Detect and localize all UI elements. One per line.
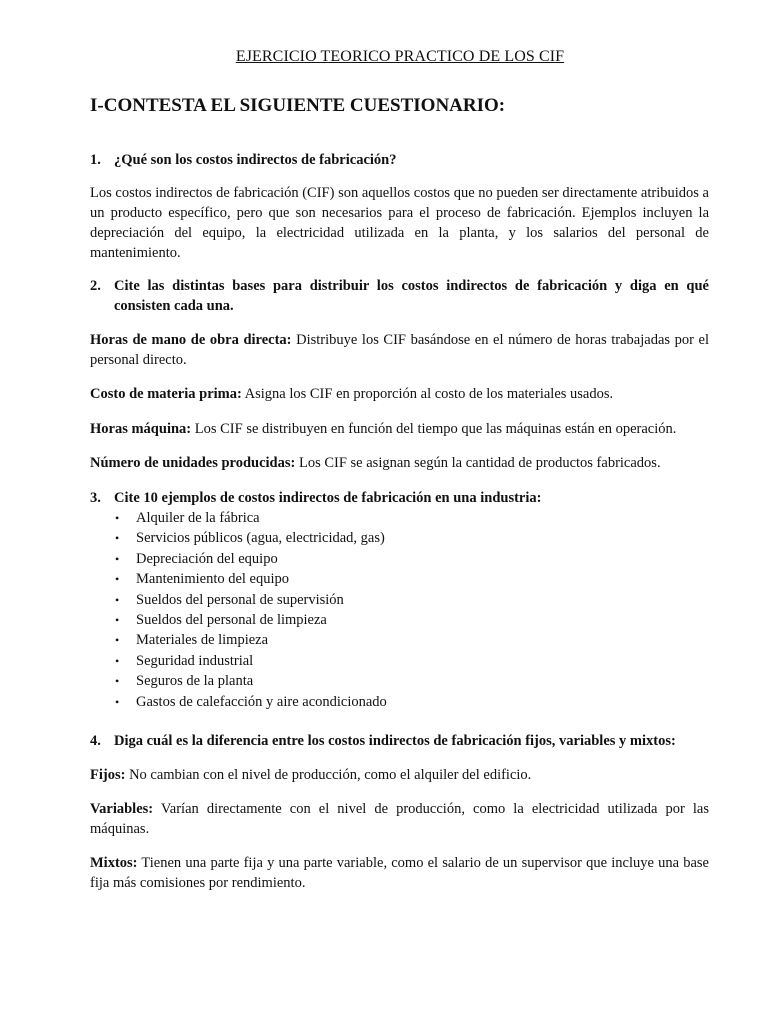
question-4 [90, 731, 709, 751]
list-item-text: Servicios públicos (agua, electricidad, gas) [136, 530, 385, 547]
list-item [114, 528, 674, 548]
base-paragraph [90, 330, 709, 370]
base-term: Horas de mano de obra directa: [90, 332, 292, 348]
list-item [114, 569, 674, 589]
answer-1-paragraph: Los costos indirectos de fabricación (CIF) son aquellos costos que no pueden ser directamente atribuidos a un producto específico, pero que son necesarios para el proceso de fabricación. Ejemplos incluyen la depreciación del equipo, la electricidad utilizada en la planta, y los salarios del personal de mantenimiento. [90, 185, 709, 261]
document-title: EJERCICIO TEORICO PRACTICO DE LOS CIF [235, 48, 565, 65]
bullet-icon: • [115, 531, 120, 546]
section-heading: I-CONTESTA EL SIGUIENTE CUESTIONARIO: [90, 95, 506, 116]
bullet-icon: • [115, 592, 120, 607]
type-term: Fijos: [90, 767, 126, 783]
bullet-icon: • [115, 572, 120, 587]
list-item [114, 508, 674, 528]
type-paragraph [90, 799, 709, 839]
type-description: Varían directamente con el nivel de producción, como la electricidad utilizada por las máquinas. [90, 801, 709, 837]
question-number: 2. [90, 278, 101, 294]
base-paragraph [90, 419, 709, 439]
bullet-icon: • [115, 633, 120, 648]
list-item [114, 590, 674, 610]
list-item-text: Seguros de la planta [136, 673, 254, 690]
type-paragraph [90, 853, 709, 893]
list-item [114, 651, 674, 671]
bullet-icon: • [115, 653, 120, 668]
base-term: Número de unidades producidas: [90, 455, 296, 471]
base-description: Los CIF se asignan según la cantidad de productos fabricados. [295, 455, 661, 471]
type-term: Variables: [90, 801, 154, 817]
list-item [114, 692, 674, 712]
base-description: Asigna los CIF en proporción al costo de los materiales usados. [241, 386, 614, 402]
list-item-text: Mantenimiento del equipo [136, 571, 290, 588]
list-item [114, 630, 674, 650]
list-item-text: Alquiler de la fábrica [136, 510, 260, 526]
question-text: ¿Qué son los costos indirectos de fabricación? [114, 152, 397, 168]
list-item-text: Materiales de limpieza [136, 632, 269, 649]
question-1 [90, 150, 709, 170]
question-2 [90, 276, 709, 316]
type-description: Tienen una parte fija y una parte variable, como el salario de un supervisor que incluye una base fija más comisiones por rendimiento. [90, 855, 709, 891]
list-item-text: Sueldos del personal de supervisión [136, 591, 344, 608]
list-item-text: Gastos de calefacción y aire acondicionado [136, 693, 387, 710]
question-number: 3. [90, 490, 101, 506]
bullet-icon: • [115, 613, 120, 628]
list-item-text: Depreciación del equipo [136, 550, 278, 567]
base-paragraph [90, 384, 709, 404]
type-term: Mixtos: [90, 855, 138, 871]
type-description: No cambian con el nivel de producción, como el alquiler del edificio. [125, 767, 532, 783]
bullet-icon: • [115, 694, 120, 709]
list-item-text: Sueldos del personal de limpieza [136, 612, 327, 629]
base-term: Horas máquina: [90, 421, 192, 437]
base-description: Los CIF se distribuyen en función del tiempo que las máquinas están en operación. [191, 421, 677, 437]
question-text: Cite las distintas bases para distribuir los costos indirectos de fabricación y diga en qué consisten cada una. [114, 278, 709, 314]
base-paragraph [90, 453, 709, 473]
list-item-text: Seguridad industrial [136, 652, 254, 669]
bullet-icon: • [115, 674, 120, 689]
question-text: Cite 10 ejemplos de costos indirectos de fabricación en una industria: [114, 490, 542, 506]
list-item [114, 549, 674, 569]
bullet-icon: • [115, 551, 120, 566]
question-3 [90, 488, 709, 508]
examples-list [114, 508, 674, 712]
type-paragraph [90, 765, 709, 785]
question-number: 4. [90, 733, 101, 749]
list-item [114, 671, 674, 691]
question-number: 1. [90, 152, 101, 168]
list-item [114, 610, 674, 630]
bullet-icon: • [115, 511, 120, 525]
base-description: Distribuye los CIF basándose en el número de horas trabajadas por el personal directo. [90, 332, 710, 368]
base-term: Costo de materia prima: [90, 386, 242, 402]
question-text: Diga cuál es la diferencia entre los costos indirectos de fabricación fijos, variables y mixtos: [114, 733, 676, 749]
